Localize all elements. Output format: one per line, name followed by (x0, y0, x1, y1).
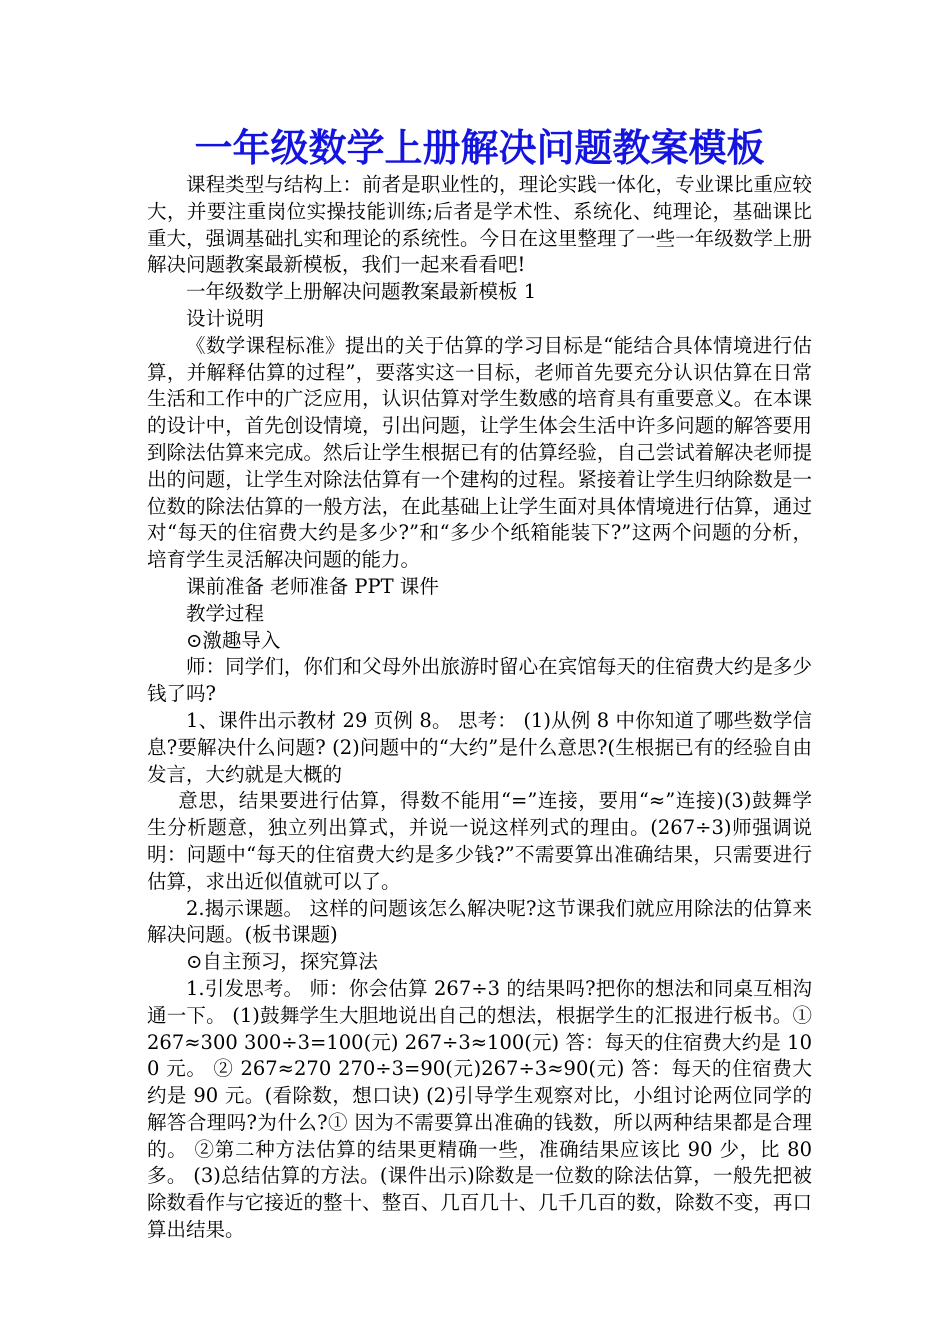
teaching-process-heading: 教学过程 (186, 601, 265, 625)
document-title: 一年级数学上册解决问题教案模板 (194, 126, 765, 170)
section-heading: 一年级数学上册解决问题教案最新模板 1 (186, 280, 537, 304)
reveal-topic-paragraph: 2.揭示课题。 这样的问题该怎么解决呢?这节课我们就应用除法的估算来解决问题。(板书课题) (147, 896, 812, 947)
design-notes-paragraph: 《数学课程标准》提出的关于估算的学习目标是“能结合具体情境进行估算，并解释估算的过程”，要落实这一目标，老师首先要充分认识估算在日常生活和工作中的广泛应用，认识估算对学生数感的培育具有重要意义。在本课的设计中，首先创设情境，引出问题，让学生体会生活中许多问题的解答要用到除法估算来完成。然后让学生根据已有的估算经验，自己尝试着解决老师提出的问题，让学生对除法估算有一个建构的过程。紧接着让学生归纳除数是一位数的除法估算的一般方法，在此基础上让学生面对具体情境进行估算，通过对“每天的住宿费大约是多少?”和“多少个纸箱能装下?”这两个问题的分析，培育学生灵活解决问题的能力。 (147, 333, 812, 572)
preparation-paragraph: 课前准备 老师准备 PPT 课件 (186, 574, 439, 598)
estimation-explanation-paragraph: 意思，结果要进行估算，得数不能用“=”连接，要用“≈”连接)(3)鼓舞学生分析题意，独立列出算式，并说一说这样列式的理由。(267÷3)师强调说明：问题中“每天的住宿费大约是多少钱?”不需要算出准确结果，只需要进行估算，求出近似值就可以了。 (147, 789, 812, 893)
intro-activity-heading: ⊙激趣导入 (186, 628, 281, 652)
teacher-question-paragraph: 师：同学们，你们和父母外出旅游时留心在宾馆每天的住宿费大约是多少钱了吗? (147, 655, 812, 706)
intro-paragraph: 课程类型与结构上：前者是职业性的，理论实践一体化，专业课比重应较大，并要注重岗位实操技能训练;后者是学术性、系统化、纯理论，基础课比重大，强调基础扎实和理论的系统性。今日在这里整理了一些一年级数学上册解决问题教案最新模板，我们一起来看看吧! (147, 173, 812, 277)
document-page (147, 122, 812, 1244)
example-eight-paragraph: 1、课件出示教材 29 页例 8。 思考： (1)从例 8 中你知道了哪些数学信息?要解决什么问题? (2)问题中的“大约”是什么意思?(生根据已有的经验自由发言，大约就是大概的 (147, 708, 812, 786)
guided-thinking-paragraph: 1.引发思考。 师：你会估算 267÷3 的结果吗?把你的想法和同桌互相沟通一下。 (1)鼓舞学生大胆地说出自己的想法，根据学生的汇报进行板书。① 267≈300 300÷3=100(元) 267÷3≈100(元) 答：每天的住宿费大约是 100 元。 ② 267≈270 270÷3=90(元)267÷3≈90(元) 答：每天的住宿费大约是 90 元。(看除数，想口诀) (2)引导学生观察对比，小组讨论两位同学的解答合理吗?为什么?① 因为不需要算出准确的钱数，所以两种结果都是合理的。 ②第二种方法估算的结果更精确一些，准确结果应该比 90 少，比 80 多。 (3)总结估算的方法。(课件出示)除数是一位数的除法估算，一般先把被除数看作与它接近的整十、整百、几百几十、几千几百的数，除数不变，再口算出结果。 (147, 976, 812, 1242)
design-notes-heading: 设计说明 (186, 306, 265, 330)
self-study-heading: ⊙自主预习，探究算法 (186, 950, 378, 974)
